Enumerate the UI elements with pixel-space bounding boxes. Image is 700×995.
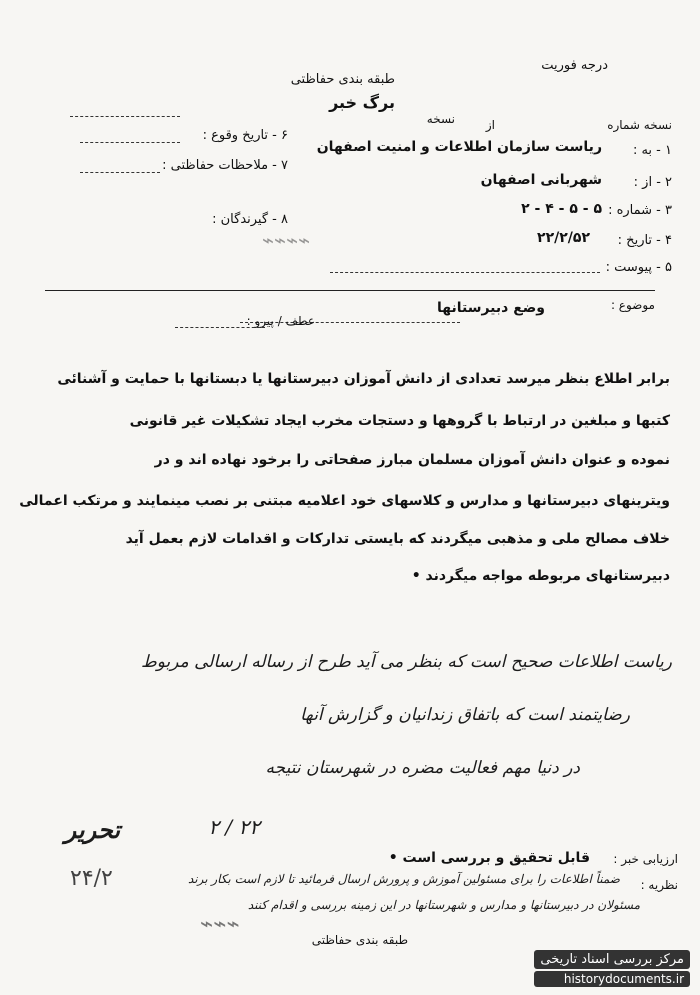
field-from-value: شهربانی اصفهان [480,172,602,188]
field-date-label: ۴ - تاریخ : [617,233,672,248]
field-recipients-label: ۸ - گیرندگان : [212,212,288,227]
comment-label: نظریه : [640,878,678,892]
body-line: برابر اطلاع بنظر میرسد تعدادی از دانش آموزان دبیرستانها یا دبستانها با حمایت و آشنائی [57,371,670,387]
handwritten-line: ریاست اطلاعات صحیح است که بنظر می آید طرح از رساله ارسالی مربوط [140,652,672,672]
body-line: ویترینهای دبیرستانها و مدارس و کلاسهای خود اعلامیه مبتنی بر نصب مینمایند و مرتکب اعمالی [19,493,670,509]
body-line: کتبها و مبلغین در ارتباط با گروهها و دستجات مخرب ایجاد تشکیلات غیر قانونی [129,413,670,429]
divider [175,327,265,328]
divider [70,116,180,117]
classification-top: طبقه بندی حفاظتی [290,72,395,87]
comment-line: ضمناً اطلاعات را برای مسئولین آموزش و پرورش ارسال فرمائید تا لازم است بکار برند [187,872,620,886]
handwritten-date: ۲۲ / ۲ [208,815,260,839]
field-number-label: ۳ - شماره : [608,203,672,218]
field-number-value: ۵ - ۵ - ۴ - ۲ [521,201,602,217]
divider [330,272,600,273]
stamp-mark: ⌁⌁⌁ [200,912,240,937]
handwritten-line: در دنیا مهم فعالیت مضره در شهرستان نتیجه [265,758,580,778]
classification-bottom: طبقه بندی حفاظتی [311,933,408,947]
watermark-org: مرکز بررسی اسناد تاریخی [534,950,690,969]
subject-value: وضع دبیرستانها [436,300,545,316]
evaluation-label: ارزیابی خبر : [613,852,678,866]
handwritten-line: رضایتمند است که باتفاق زندانیان و گزارش آنها [300,705,630,725]
field-to-label: ۱ - به : [632,143,672,158]
field-attachment-label: ۵ - پیوست : [605,260,672,275]
watermark-url: historydocuments.ir [534,971,690,987]
copy-word-label: نسخه [426,112,455,126]
field-date-value: ۲۲/۲/۵۲ [537,230,590,246]
divider [80,172,160,173]
subject-label: موضوع : [610,298,655,312]
signature: تحریر [64,815,120,844]
divider [80,142,180,143]
reference-label: عطف / پیرو : [246,314,315,328]
body-line: دبیرستانهای مربوطه مواجه میگردند • [411,568,670,584]
field-from-label: ۲ - از : [633,175,672,190]
copy-from-label: از [485,118,495,132]
evaluation-value: قابل تحقیق و بررسی است • [388,850,590,866]
form-title: برگ خبر [329,93,395,112]
field-occurrence-date-label: ۶ - تاریخ وقوع : [202,128,288,143]
field-to-value: ریاست سازمان اطلاعات و امنیت اصفهان [316,139,602,155]
watermark [534,950,690,987]
urgency-label: درجه فوریت [541,58,608,73]
body-line: خلاف مصالح ملی و مذهبی میگردند که بایستی تدارکات و اقدامات لازم بعمل آید [125,531,670,547]
copy-number-label: نسخه شماره [607,118,672,132]
handwritten-mark: ۲۴/۲ [70,866,113,891]
section-divider [45,290,655,291]
body-line: نموده و عنوان دانش آموزان مسلمان مبارز صفحاتی را برخود نهاده اند و در [154,452,670,468]
field-security-notes-label: ۷ - ملاحظات حفاظتی : [162,158,288,173]
comment-line: مسئولان در دبیرستانها و مدارس و شهرستانها در این زمینه بررسی و اقدام کنند [247,898,640,912]
stamp-mark: ⌁⌁⌁⌁ [262,228,311,252]
